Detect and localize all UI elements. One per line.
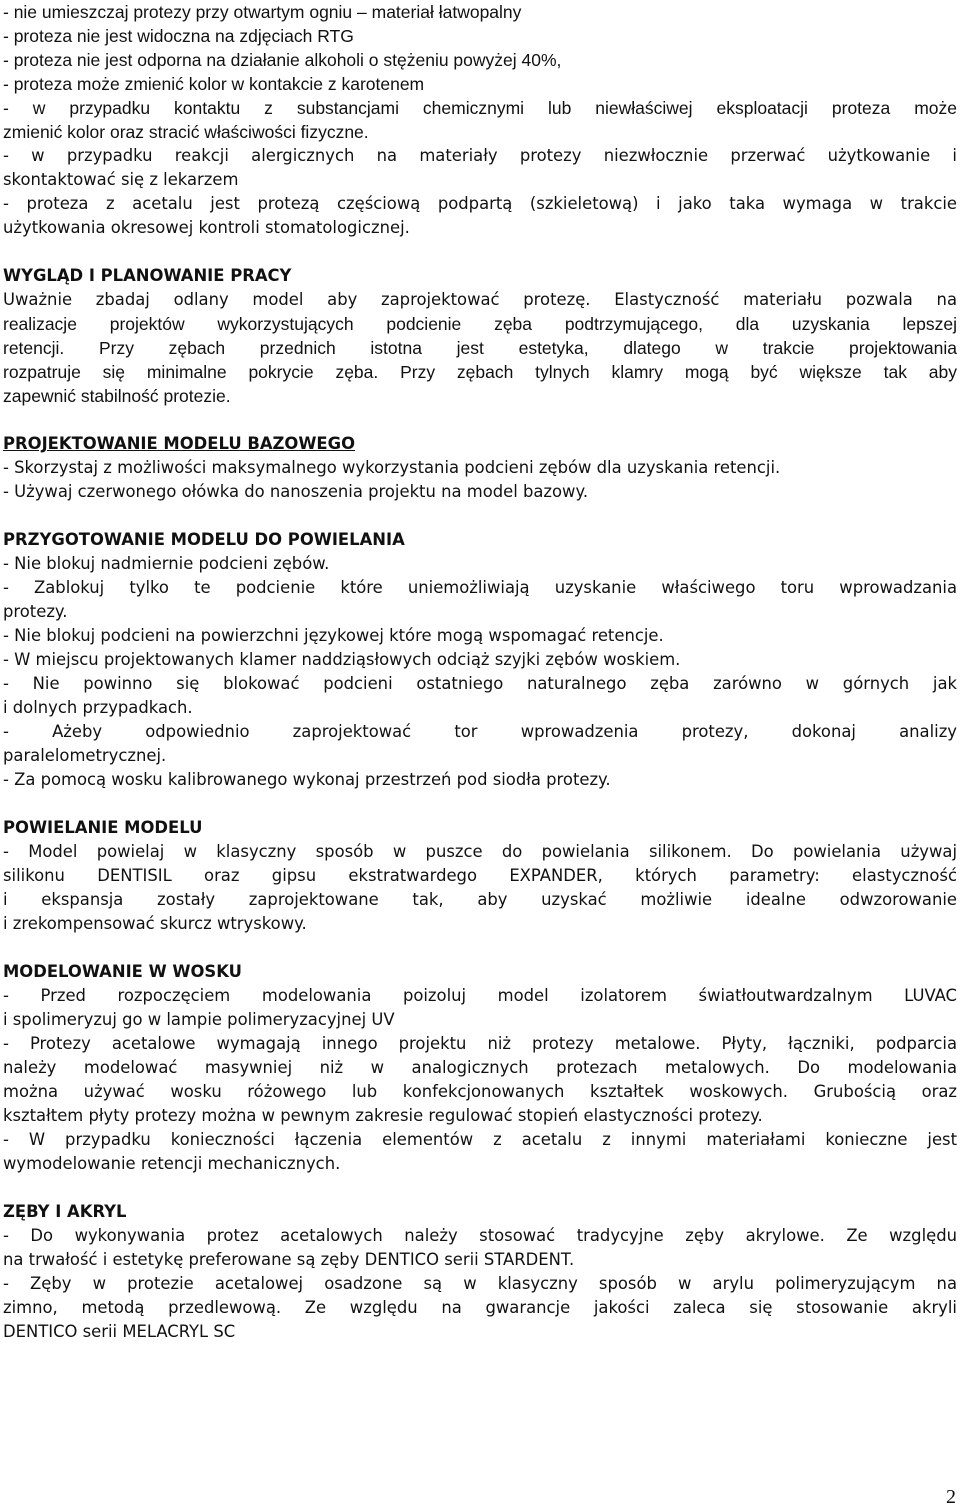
paragraph-line: - Zęby w protezie acetalowej osadzone są w klasyczny sposób w arylu polimeryzującym na [3, 1274, 957, 1293]
page-number: 2 [946, 1486, 956, 1508]
intro-line: użytkowania okresowej kontroli stomatologicznej. [3, 218, 410, 237]
paragraph-line: - Nie powinno się blokować podcieni ostatniego naturalnego zęba zarówno w górnych jak [3, 674, 957, 693]
intro-line: - w przypadku kontaktu z substancjami chemicznymi lub niewłaściwej eksploatacji proteza może [3, 98, 957, 118]
intro-line: zmienić kolor oraz stracić właściwości fizyczne. [3, 122, 369, 142]
paragraph-line: - Zablokuj tylko te podcienie które uniemożliwiają uzyskanie właściwego toru wprowadzania [3, 578, 957, 597]
paragraph-line: retencji. Przy zębach przednich istotna jest estetyka, dlatego w trakcie projektowania [3, 338, 957, 358]
intro-line: - w przypadku reakcji alergicznych na materiały protezy niezwłocznie przerwać użytkowanie i [3, 146, 957, 165]
paragraph-line: - W przypadku konieczności łączenia elementów z acetalu z innymi materiałami konieczne jest [3, 1130, 957, 1149]
paragraph-line: i dolnych przypadkach. [3, 698, 193, 717]
section-projektowanie [3, 432, 957, 504]
section-modelowanie [3, 960, 957, 1176]
paragraph-line: zapewnić stabilność protezie. [3, 386, 231, 406]
section-heading: ZĘBY I AKRYL [3, 1202, 127, 1221]
paragraph-line: i ekspansja zostały zaprojektowane tak, aby uzyskać możliwie idealne odwzorowanie [3, 890, 957, 909]
paragraph-line: i spolimeryzuj go w lampie polimeryzacyjnej UV [3, 1010, 395, 1029]
paragraph-line: wymodelowanie retencji mechanicznych. [3, 1154, 341, 1173]
paragraph-line: paralelometrycznej. [3, 746, 167, 765]
paragraph-line: - Za pomocą wosku kalibrowanego wykonaj przestrzeń pod siodła protezy. [3, 770, 611, 789]
intro-line: - proteza nie jest widoczna na zdjęciach RTG [3, 26, 354, 46]
paragraph-line: protezy. [3, 602, 68, 621]
intro-block [3, 0, 957, 240]
paragraph-line: silikonu DENTISIL oraz gipsu ekstratwardego EXPANDER, których parametry: elastyczność [3, 866, 957, 885]
paragraph-line: należy modelować masywniej niż w analogicznych protezach metalowych. Do modelowania [3, 1058, 957, 1077]
paragraph-line: - Model powielaj w klasyczny sposób w puszce do powielania silikonem. Do powielania używaj [3, 842, 957, 861]
paragraph-line: - Nie blokuj podcieni na powierzchni językowej które mogą wspomagać retencje. [3, 626, 664, 645]
paragraph-line: - Skorzystaj z możliwości maksymalnego wykorzystania podcieni zębów dla uzyskania retencji. [3, 458, 781, 477]
section-zeby [3, 1200, 957, 1344]
paragraph-line: - Używaj czerwonego ołówka do nanoszenia projektu na model bazowy. [3, 482, 589, 501]
paragraph-line: można używać wosku różowego lub konfekcjonowanych kształtek woskowych. Grubością oraz [3, 1082, 957, 1101]
paragraph-line: kształtem płyty protezy można w pewnym zakresie regulować stopień elastyczności protezy. [3, 1106, 763, 1125]
intro-line: - nie umieszczaj protezy przy otwartym ogniu – materiał łatwopalny [3, 2, 522, 22]
paragraph-line: - Nie blokuj nadmiernie podcieni zębów. [3, 554, 330, 573]
intro-line: skontaktować się z lekarzem [3, 170, 239, 189]
paragraph-line: zimno, metodą przedlewową. Ze względu na gwarancje jakości zaleca się stosowanie akryli [3, 1298, 957, 1317]
section-powielanie [3, 816, 957, 936]
paragraph-line: - Do wykonywania protez acetalowych należy stosować tradycyjne zęby akrylowe. Ze względu [3, 1226, 957, 1245]
paragraph-line: realizacje projektów wykorzystujących podcienie zęba podtrzymującego, dla uzyskania lepszej [3, 314, 957, 334]
section-przygotowanie [3, 528, 957, 792]
paragraph-line: - Przed rozpoczęciem modelowania poizoluj model izolatorem światłoutwardzalnym LUVAC [3, 986, 957, 1005]
paragraph-line: Uważnie zbadaj odlany model aby zaprojektować protezę. Elastyczność materiału pozwala na [3, 290, 957, 309]
document-page [3, 0, 957, 1344]
paragraph-line: i zrekompensować skurcz wtryskowy. [3, 914, 307, 933]
paragraph-line: - Ażeby odpowiednio zaprojektować tor wprowadzenia protezy, dokonaj analizy [3, 722, 957, 741]
paragraph-line: rozpatruje się minimalne pokrycie zęba. Przy zębach tylnych klamry mogą być większe tak aby [3, 362, 957, 382]
paragraph-line: - W miejscu projektowanych klamer naddziąsłowych odciąż szyjki zębów woskiem. [3, 650, 681, 669]
section-heading: PRZYGOTOWANIE MODELU DO POWIELANIA [3, 530, 405, 549]
section-wyglad [3, 264, 957, 408]
paragraph-line: - Protezy acetalowe wymagają innego projektu niż protezy metalowe. Płyty, łączniki, podparcia [3, 1034, 957, 1053]
intro-line: - proteza może zmienić kolor w kontakcie z karotenem [3, 74, 425, 94]
section-heading: PROJEKTOWANIE MODELU BAZOWEGO [3, 434, 356, 453]
paragraph-line: DENTICO serii MELACRYL SC [3, 1322, 236, 1341]
paragraph-line: na trwałość i estetykę preferowane są zęby DENTICO serii STARDENT. [3, 1250, 575, 1269]
intro-line: - proteza z acetalu jest protezą częściową podpartą (szkieletową) i jako taka wymaga w trakcie [3, 194, 957, 213]
section-heading: POWIELANIE MODELU [3, 818, 203, 837]
section-heading: WYGLĄD I PLANOWANIE PRACY [3, 266, 292, 285]
intro-line: - proteza nie jest odporna na działanie alkoholi o stężeniu powyżej 40%, [3, 50, 562, 70]
section-heading: MODELOWANIE W WOSKU [3, 962, 242, 981]
